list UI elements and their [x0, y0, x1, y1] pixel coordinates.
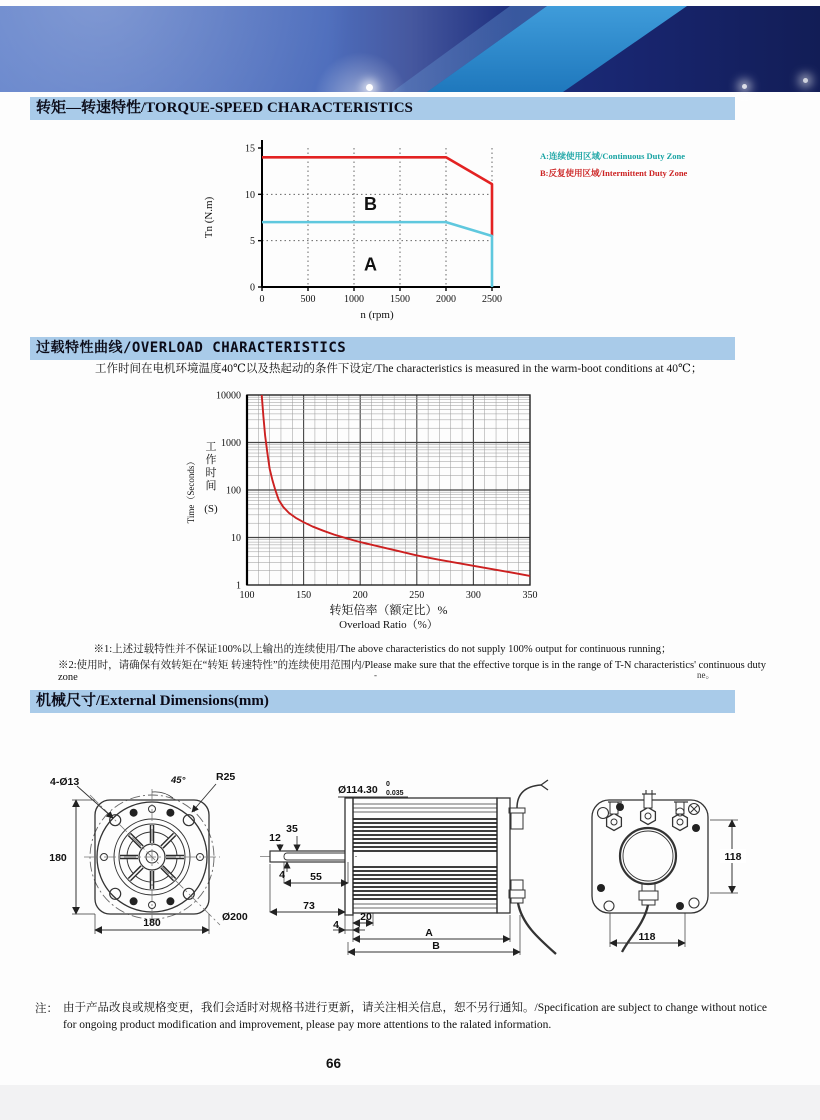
footer-note-label: 注： [35, 1003, 58, 1015]
svg-text:1000: 1000 [221, 438, 241, 449]
dim-tolerance-lower: 0.035 [386, 790, 404, 797]
dim-label-20: 20 [360, 911, 372, 923]
svg-text:Overload Ratio（%）: Overload Ratio（%） [339, 619, 438, 631]
svg-text:Tn (N.m): Tn (N.m) [203, 196, 215, 239]
svg-text:100: 100 [226, 485, 241, 497]
svg-text:转矩倍率（额定比）%: 转矩倍率（额定比）% [329, 603, 448, 617]
dim-label-rear-height-118: 118 [724, 851, 742, 863]
svg-text:2500: 2500 [482, 294, 502, 305]
svg-text:500: 500 [300, 294, 316, 305]
dim-label-73: 73 [303, 900, 315, 912]
svg-text:A: A [364, 254, 378, 275]
section-title-overload: 过载特性曲线/OVERLOAD CHARACTERISTICS [30, 337, 735, 360]
svg-text:(S): (S) [204, 503, 218, 515]
banner-glow-dot [366, 84, 373, 91]
svg-text:15: 15 [245, 143, 255, 155]
dim-label-height-180: 180 [49, 852, 67, 864]
svg-text:2000: 2000 [436, 294, 456, 305]
page-number: 66 [326, 1056, 342, 1071]
rear-view-drawing [592, 790, 746, 952]
svg-text:350: 350 [522, 590, 538, 601]
dim-label-A: A [425, 927, 433, 939]
torque-speed-legend [540, 148, 687, 182]
svg-text:n (rpm): n (rpm) [360, 309, 394, 321]
section-title-dimensions: 机械尺寸/External Dimensions(mm) [30, 690, 735, 713]
dim-label-rear-width-118: 118 [638, 931, 656, 943]
svg-text:10: 10 [231, 533, 241, 544]
dimension-drawings [30, 752, 790, 977]
overload-chart [183, 386, 563, 638]
cooling-fins [353, 804, 497, 908]
svg-text:250: 250 [409, 590, 425, 601]
footer-band [0, 1085, 820, 1120]
overload-note-1: ※1:上述过载特性并不保证100%以上输出的连续使用/The above characteristics do not supply 100% output for continuous running； [93, 644, 672, 655]
overload-note-2: ※2:使用时，请确保有效转矩在“转矩 转速特性”的连续使用范围内/Please make sure that the effective torque is in the range of T-N characteristics' continuous duty zone [58, 660, 766, 683]
dim-label-4a: 4 [279, 869, 285, 881]
dim-label-12: 12 [269, 832, 281, 844]
dim-label-55: 55 [310, 871, 322, 883]
section-title-torque-speed: 转矩—转速特性/TORQUE-SPEED CHARACTERISTICS [30, 97, 735, 120]
stray-text: ne。 [697, 670, 715, 680]
legend-continuous-duty-zone: A:连续使用区域/Continuous Duty Zone [540, 151, 685, 161]
legend-intermittent-duty-zone: B:反复使用区域/Intermittent Duty Zone [540, 168, 688, 178]
dim-label-angle: 45° [171, 775, 186, 786]
banner-light-band [0, 6, 820, 92]
dim-label-bolt-holes: 4-Ø13 [50, 776, 80, 788]
dim-label-radius: R25 [216, 771, 236, 783]
svg-text:300: 300 [465, 590, 481, 601]
svg-text:0: 0 [259, 294, 265, 305]
stray-text: - [374, 670, 377, 680]
svg-text:5: 5 [250, 236, 255, 248]
svg-text:1000: 1000 [344, 294, 364, 305]
svg-text:Time（Seconds）: Time（Seconds） [186, 456, 196, 524]
svg-text:1: 1 [236, 580, 241, 592]
dim-tolerance-upper: 0 [386, 781, 390, 788]
torque-speed-chart [195, 133, 540, 328]
svg-text:间: 间 [205, 480, 217, 492]
svg-text:作: 作 [205, 454, 217, 466]
svg-text:1500: 1500 [390, 294, 410, 305]
svg-text:150: 150 [296, 590, 312, 601]
banner-glow-dot [742, 84, 747, 89]
footer-note-line2: for ongoing product modification and improvement, please pay more attentions to the ralated information. [63, 1019, 552, 1031]
svg-text:200: 200 [352, 590, 368, 601]
svg-text:10000: 10000 [216, 390, 241, 402]
dim-label-width-180: 180 [143, 917, 161, 929]
dim-label-35: 35 [286, 823, 298, 835]
svg-text:0: 0 [250, 282, 255, 294]
dim-label-spigot-diameter: Ø114.30 [338, 784, 378, 796]
svg-text:100: 100 [239, 590, 255, 601]
svg-text:10: 10 [245, 189, 255, 201]
banner-glow-dot [803, 78, 808, 83]
footer-note-line1: 由于产品改良或规格变更，我们会适时对规格书进行更新，请关注相关信息，恕不另行通知。/Specification are subject to change without notice [63, 1002, 767, 1014]
svg-text:工: 工 [205, 441, 217, 453]
front-view-drawing [49, 771, 248, 934]
dim-label-4b: 4 [333, 919, 339, 931]
top-banner-graphic [0, 6, 820, 92]
svg-text:B: B [364, 194, 378, 215]
footer-note [35, 1000, 775, 1034]
overload-subtitle: 工作时间在电机环境温度40℃以及热起动的条件下设定/The characteristics is measured in the warm-boot conditions at 40℃； [95, 363, 703, 375]
svg-text:时: 时 [205, 467, 217, 479]
dim-label-diameter-200: Ø200 [222, 911, 248, 923]
dim-label-B: B [432, 940, 440, 952]
side-view-drawing [260, 780, 556, 955]
